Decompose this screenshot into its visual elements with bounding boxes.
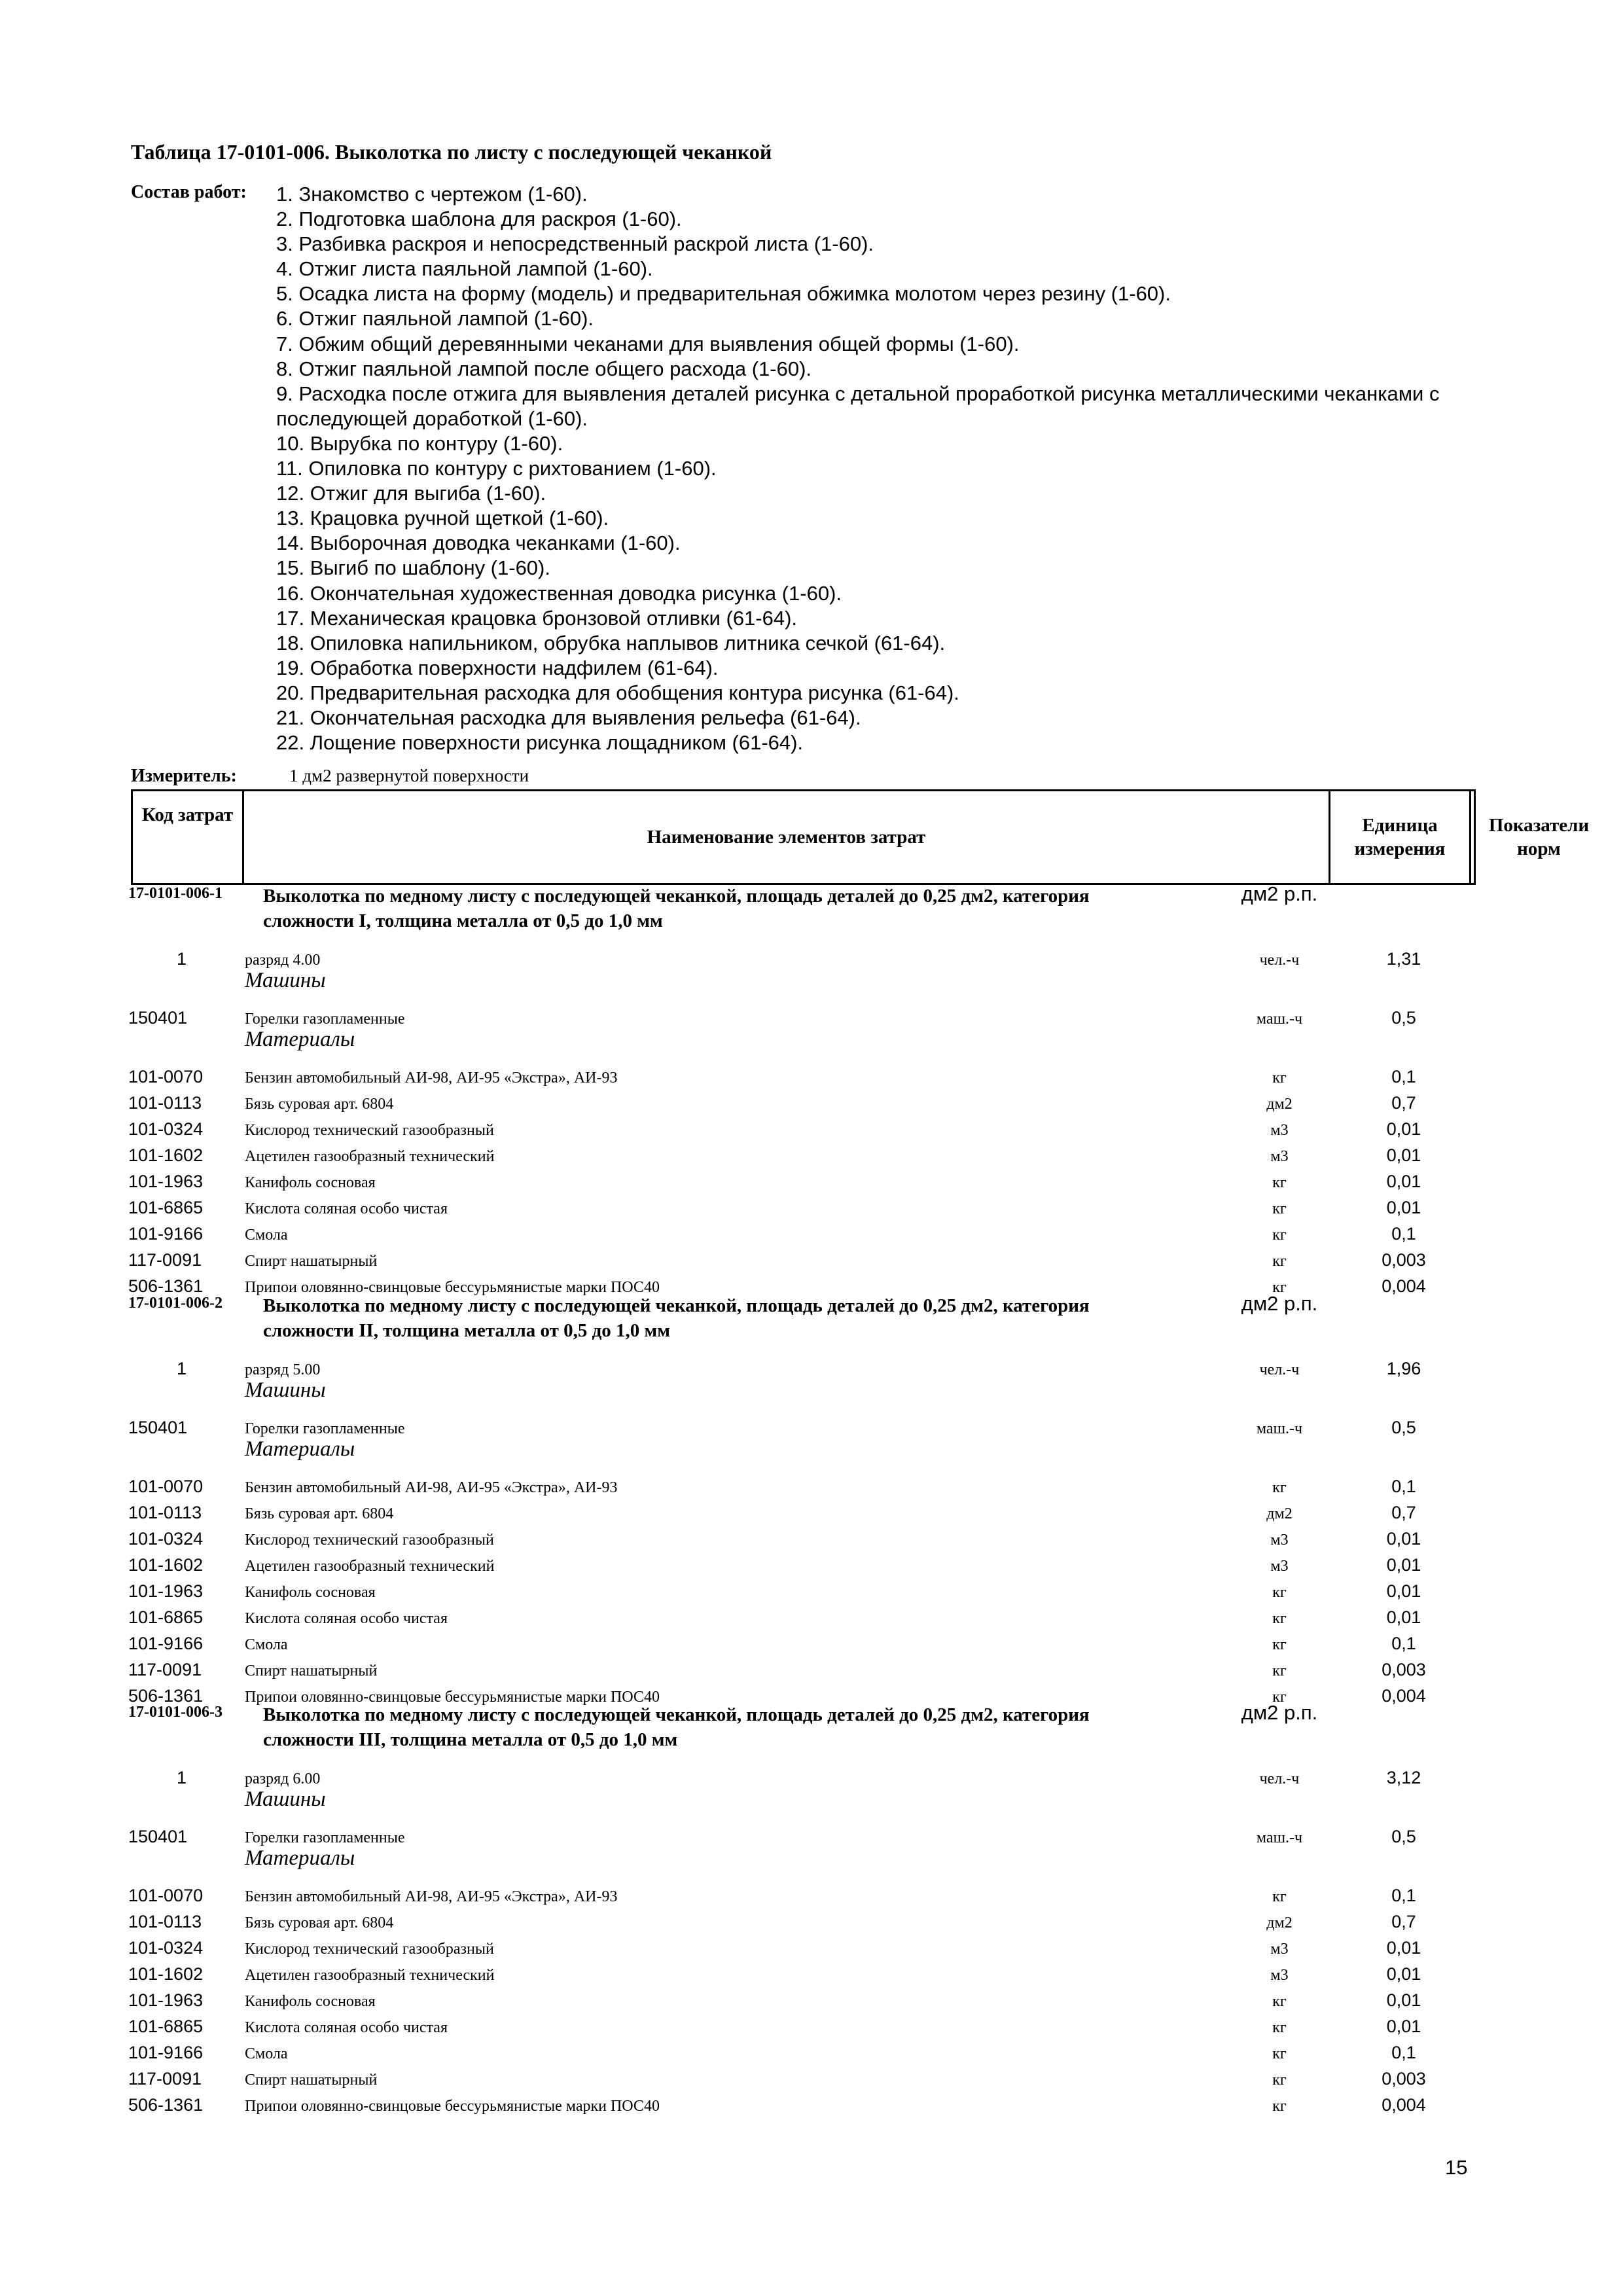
row-name: Кислород технический газообразный <box>245 1941 494 1958</box>
row-code: 101-0113 <box>128 1503 202 1522</box>
material-row <box>0 1119 1623 1145</box>
work-item: 17. Механическая крацовка бронзовой отливки (61-64). <box>276 606 798 630</box>
machines-label: Машины <box>245 1378 326 1402</box>
work-item: 4. Отжиг листа паяльной лампой (1-60). <box>276 257 653 281</box>
section-title-row <box>0 1292 1623 1347</box>
row-norm: 3,12 <box>1386 1768 1421 1787</box>
row-code: 101-6865 <box>128 1607 204 1627</box>
row-code: 101-0324 <box>128 1938 204 1958</box>
row-code: 1 <box>177 1768 187 1787</box>
section-code: 17-0101-006-2 <box>128 1295 223 1312</box>
row-unit: чел.-ч <box>1259 1770 1300 1787</box>
row-code: 506-1361 <box>128 2095 204 2115</box>
machine-row <box>0 1008 1623 1034</box>
row-norm: 0,01 <box>1386 1938 1421 1958</box>
row-name: Бензин автомобильный АИ-98, АИ-95 «Экстра», АИ-93 <box>245 1479 618 1496</box>
row-unit: кг <box>1272 2072 1287 2089</box>
work-item: 16. Окончательная художественная доводка рисунка (1-60). <box>276 581 842 605</box>
work-item: 8. Отжиг паяльной лампой после общего расхода (1-60). <box>276 357 812 380</box>
table-title: Таблица 17-0101-006. Выколотка по листу с последующей чеканкой <box>131 140 772 164</box>
works-list <box>276 182 1507 755</box>
row-unit: дм2 <box>1266 1505 1293 1522</box>
material-row <box>0 1477 1623 1503</box>
row-norm: 1,96 <box>1386 1359 1421 1378</box>
material-row <box>0 1634 1623 1660</box>
row-code: 101-6865 <box>128 1198 204 1217</box>
row-unit: кг <box>1272 1174 1287 1191</box>
header-unit-line2: измерения <box>1354 838 1446 859</box>
row-code: 506-1361 <box>128 1276 204 1296</box>
work-item: 11. Опиловка по контуру с рихтованием (1-60). <box>276 457 717 480</box>
row-unit: кг <box>1272 1888 1287 1905</box>
row-norm: 0,01 <box>1386 1964 1421 1984</box>
material-row <box>0 1224 1623 1250</box>
row-unit: дм2 <box>1266 1914 1293 1931</box>
row-unit: чел.-ч <box>1259 952 1300 969</box>
work-item: 7. Обжим общий деревянными чеканами для выявления общей формы (1-60). <box>276 332 1020 355</box>
row-norm: 0,1 <box>1391 1886 1416 1905</box>
material-row <box>0 1198 1623 1224</box>
row-name: разряд 6.00 <box>245 1770 321 1787</box>
row-code: 101-0324 <box>128 1119 204 1139</box>
row-name: Спирт нашатырный <box>245 1662 378 1679</box>
row-code: 101-0070 <box>128 1067 204 1086</box>
material-row <box>0 1990 1623 2017</box>
row-norm: 0,7 <box>1391 1093 1416 1113</box>
row-code: 101-0113 <box>128 1093 202 1113</box>
section-title-line2: сложности III, толщина металла от 0,5 до 1,0 мм <box>263 1729 678 1750</box>
row-norm: 0,004 <box>1382 1276 1426 1296</box>
header-unit-line1: Единица <box>1362 815 1438 836</box>
row-name: Припои оловянно-свинцовые бессурьмянистые марки ПОС40 <box>245 1279 660 1296</box>
work-item: 12. Отжиг для выгиба (1-60). <box>276 482 546 505</box>
labor-row <box>0 1768 1623 1794</box>
machine-row <box>0 1827 1623 1853</box>
work-item: 2. Подготовка шаблона для раскроя (1-60). <box>276 207 682 231</box>
row-norm: 0,01 <box>1386 1555 1421 1575</box>
measure-label: Измеритель: <box>131 766 237 786</box>
table-header <box>131 789 1590 885</box>
section-unit: дм2 р.п. <box>1241 882 1318 905</box>
material-row <box>0 1250 1623 1276</box>
row-unit: м3 <box>1270 1941 1289 1958</box>
work-item: последующей доработкой (1-60). <box>276 406 588 430</box>
labor-row <box>0 949 1623 975</box>
row-norm: 0,1 <box>1391 1634 1416 1653</box>
row-unit: маш.-ч <box>1256 1011 1303 1028</box>
row-norm: 1,31 <box>1386 949 1421 969</box>
work-item: 5. Осадка листа на форму (модель) и предварительная обжимка молотом через резину (1-60). <box>276 282 1171 306</box>
row-norm: 0,1 <box>1391 1224 1416 1244</box>
section-title-line1: Выколотка по медному листу с последующей чеканкой, площадь деталей до 0,25 дм2, категория <box>263 886 1090 906</box>
row-norm: 0,7 <box>1391 1912 1416 1931</box>
row-code: 101-0070 <box>128 1886 204 1905</box>
row-norm: 0,1 <box>1391 1067 1416 1086</box>
work-item: 15. Выгиб по шаблону (1-60). <box>276 556 550 580</box>
work-item: 14. Выборочная доводка чеканками (1-60). <box>276 531 681 555</box>
row-norm: 0,003 <box>1382 1660 1426 1679</box>
row-norm: 0,01 <box>1386 1581 1421 1601</box>
row-name: Бензин автомобильный АИ-98, АИ-95 «Экстра», АИ-93 <box>245 1069 618 1086</box>
row-code: 101-1963 <box>128 1172 204 1191</box>
section-title-row <box>0 1701 1623 1756</box>
labor-row <box>0 1359 1623 1385</box>
row-name: Горелки газопламенные <box>245 1420 405 1437</box>
row-name: Ацетилен газообразный технический <box>245 1967 495 1984</box>
row-code: 101-1963 <box>128 1581 204 1601</box>
section-title-line1: Выколотка по медному листу с последующей чеканкой, площадь деталей до 0,25 дм2, категория <box>263 1704 1090 1725</box>
row-unit: кг <box>1272 1584 1287 1601</box>
page-number: 15 <box>1445 2156 1468 2179</box>
row-code: 101-1602 <box>128 1145 204 1165</box>
row-unit: кг <box>1272 1069 1287 1086</box>
work-item: 10. Вырубка по контуру (1-60). <box>276 431 563 455</box>
row-unit: кг <box>1272 1479 1287 1496</box>
material-row <box>0 1555 1623 1581</box>
section-unit: дм2 р.п. <box>1241 1292 1318 1315</box>
row-code: 150401 <box>128 1827 188 1846</box>
materials-label: Материалы <box>245 1437 355 1461</box>
row-unit: маш.-ч <box>1256 1829 1303 1846</box>
row-unit: кг <box>1272 2098 1287 2115</box>
row-code: 101-0113 <box>128 1912 202 1931</box>
row-name: Горелки газопламенные <box>245 1829 405 1846</box>
row-name: Кислород технический газообразный <box>245 1532 494 1549</box>
work-item: 21. Окончательная расходка для выявления рельефа (61-64). <box>276 706 861 729</box>
material-row <box>0 1172 1623 1198</box>
section-code: 17-0101-006-1 <box>128 885 223 902</box>
row-unit: кг <box>1272 1636 1287 1653</box>
material-row <box>0 1938 1623 1964</box>
header-norm <box>1471 791 1607 883</box>
section-title-line2: сложности II, толщина металла от 0,5 до 1,0 мм <box>263 1320 671 1341</box>
materials-label: Материалы <box>245 1028 355 1051</box>
row-code: 101-0324 <box>128 1529 204 1549</box>
row-unit: м3 <box>1270 1558 1289 1575</box>
row-code: 150401 <box>128 1418 188 1437</box>
work-item: 22. Лощение поверхности рисунка лощадником (61-64). <box>276 731 804 755</box>
row-norm: 0,01 <box>1386 1145 1421 1165</box>
work-item: 13. Крацовка ручной щеткой (1-60). <box>276 507 609 530</box>
material-row <box>0 2095 1623 2121</box>
material-row <box>0 2017 1623 2043</box>
row-norm: 0,01 <box>1386 1529 1421 1549</box>
row-code: 101-1602 <box>128 1555 204 1575</box>
material-row <box>0 1912 1623 1938</box>
section-title-row <box>0 882 1623 937</box>
row-code: 101-0070 <box>128 1477 204 1496</box>
row-norm: 0,01 <box>1386 1990 1421 2010</box>
row-norm: 0,1 <box>1391 2043 1416 2062</box>
row-unit: кг <box>1272 1689 1287 1706</box>
row-name: Канифоль сосновая <box>245 1993 376 2010</box>
row-unit: маш.-ч <box>1256 1420 1303 1437</box>
section-code: 17-0101-006-3 <box>128 1704 223 1721</box>
work-item: 19. Обработка поверхности надфилем (61-64). <box>276 656 719 679</box>
row-name: Канифоль сосновая <box>245 1174 376 1191</box>
row-norm: 0,01 <box>1386 2017 1421 2036</box>
row-code: 101-1963 <box>128 1990 204 2010</box>
section-title <box>263 1293 1205 1343</box>
row-name: Припои оловянно-свинцовые бессурьмянистые марки ПОС40 <box>245 1689 660 1706</box>
material-row <box>0 1093 1623 1119</box>
row-name: Кислота соляная особо чистая <box>245 1200 448 1217</box>
row-unit: кг <box>1272 1253 1287 1270</box>
work-item: 6. Отжиг паяльной лампой (1-60). <box>276 307 594 331</box>
machine-row <box>0 1418 1623 1444</box>
row-name: Смола <box>245 2045 288 2062</box>
section-unit: дм2 р.п. <box>1241 1701 1318 1724</box>
materials-label: Материалы <box>245 1846 355 1870</box>
row-unit: кг <box>1272 2045 1287 2062</box>
row-code: 117-0091 <box>128 1250 202 1270</box>
row-code: 101-9166 <box>128 1634 204 1653</box>
row-code: 117-0091 <box>128 1660 202 1679</box>
row-name: Ацетилен газообразный технический <box>245 1558 495 1575</box>
row-norm: 0,01 <box>1386 1119 1421 1139</box>
material-row <box>0 1529 1623 1555</box>
header-name: Наименование элементов затрат <box>244 791 1330 883</box>
row-name: Ацетилен газообразный технический <box>245 1148 495 1165</box>
row-norm: 0,5 <box>1391 1008 1416 1028</box>
row-unit: кг <box>1272 1279 1287 1296</box>
row-name: Спирт нашатырный <box>245 2072 378 2089</box>
header-norm-line1: Показатели <box>1488 815 1590 836</box>
material-row <box>0 1067 1623 1093</box>
row-name: Кислород технический газообразный <box>245 1122 494 1139</box>
row-unit: чел.-ч <box>1259 1361 1300 1378</box>
work-item: 3. Разбивка раскроя и непосредственный раскрой листа (1-60). <box>276 232 874 256</box>
header-unit <box>1330 791 1471 883</box>
machines-label: Машины <box>245 1787 326 1811</box>
row-code: 506-1361 <box>128 1686 204 1706</box>
header-norm-line2: норм <box>1517 838 1561 859</box>
row-unit: дм2 <box>1266 1096 1293 1113</box>
section-title <box>263 884 1205 933</box>
row-unit: кг <box>1272 2019 1287 2036</box>
row-name: разряд 5.00 <box>245 1361 321 1378</box>
row-unit: кг <box>1272 1200 1287 1217</box>
header-code: Код затрат <box>133 791 244 883</box>
row-code: 101-9166 <box>128 1224 204 1244</box>
row-unit: кг <box>1272 1662 1287 1679</box>
row-norm: 0,5 <box>1391 1827 1416 1846</box>
row-code: 101-9166 <box>128 2043 204 2062</box>
material-row <box>0 1886 1623 1912</box>
work-item: 9. Расходка после отжига для выявления деталей рисунка с детальной проработкой рисунка металлическими чеканками с <box>276 382 1440 405</box>
row-norm: 0,01 <box>1386 1607 1421 1627</box>
row-unit: м3 <box>1270 1148 1289 1165</box>
row-unit: м3 <box>1270 1532 1289 1549</box>
work-item: 1. Знакомство с чертежом (1-60). <box>276 183 588 206</box>
material-row <box>0 1581 1623 1607</box>
material-row <box>0 1145 1623 1172</box>
row-code: 101-1602 <box>128 1964 204 1984</box>
row-name: Бязь суровая арт. 6804 <box>245 1914 394 1931</box>
material-row <box>0 1607 1623 1634</box>
row-unit: м3 <box>1270 1967 1289 1984</box>
row-name: Горелки газопламенные <box>245 1011 405 1028</box>
section-title-line2: сложности I, толщина металла от 0,5 до 1,0 мм <box>263 910 663 931</box>
row-name: Спирт нашатырный <box>245 1253 378 1270</box>
row-name: Припои оловянно-свинцовые бессурьмянистые марки ПОС40 <box>245 2098 660 2115</box>
row-norm: 0,003 <box>1382 2069 1426 2089</box>
row-norm: 0,01 <box>1386 1198 1421 1217</box>
machines-label: Машины <box>245 969 326 992</box>
row-code: 101-6865 <box>128 2017 204 2036</box>
row-name: Бензин автомобильный АИ-98, АИ-95 «Экстра», АИ-93 <box>245 1888 618 1905</box>
work-item: 20. Предварительная расходка для обобщения контура рисунка (61-64). <box>276 681 959 704</box>
material-row <box>0 1503 1623 1529</box>
row-norm: 0,004 <box>1382 1686 1426 1706</box>
row-name: Кислота соляная особо чистая <box>245 1610 448 1627</box>
row-code: 1 <box>177 1359 187 1378</box>
row-name: разряд 4.00 <box>245 952 321 969</box>
row-name: Бязь суровая арт. 6804 <box>245 1096 394 1113</box>
row-norm: 0,003 <box>1382 1250 1426 1270</box>
row-code: 1 <box>177 949 187 969</box>
section-title-line1: Выколотка по медному листу с последующей чеканкой, площадь деталей до 0,25 дм2, категория <box>263 1295 1090 1316</box>
row-norm: 0,7 <box>1391 1503 1416 1522</box>
material-row <box>0 1660 1623 1686</box>
row-unit: кг <box>1272 1227 1287 1244</box>
work-item: 18. Опиловка напильником, обрубка наплывов литника сечкой (61-64). <box>276 631 946 655</box>
row-unit: м3 <box>1270 1122 1289 1139</box>
material-row <box>0 2069 1623 2095</box>
row-norm: 0,1 <box>1391 1477 1416 1496</box>
row-code: 150401 <box>128 1008 188 1028</box>
works-label: Состав работ: <box>131 182 247 202</box>
row-unit: кг <box>1272 1993 1287 2010</box>
row-name: Бязь суровая арт. 6804 <box>245 1505 394 1522</box>
measure-value: 1 дм2 развернутой поверхности <box>289 766 529 785</box>
section-title <box>263 1702 1205 1752</box>
material-row <box>0 2043 1623 2069</box>
row-unit: кг <box>1272 1610 1287 1627</box>
row-name: Смола <box>245 1636 288 1653</box>
row-name: Смола <box>245 1227 288 1244</box>
row-norm: 0,01 <box>1386 1172 1421 1191</box>
measure-line <box>131 766 529 787</box>
row-code: 117-0091 <box>128 2069 202 2089</box>
row-norm: 0,004 <box>1382 2095 1426 2115</box>
material-row <box>0 1964 1623 1990</box>
row-name: Кислота соляная особо чистая <box>245 2019 448 2036</box>
row-name: Канифоль сосновая <box>245 1584 376 1601</box>
row-norm: 0,5 <box>1391 1418 1416 1437</box>
